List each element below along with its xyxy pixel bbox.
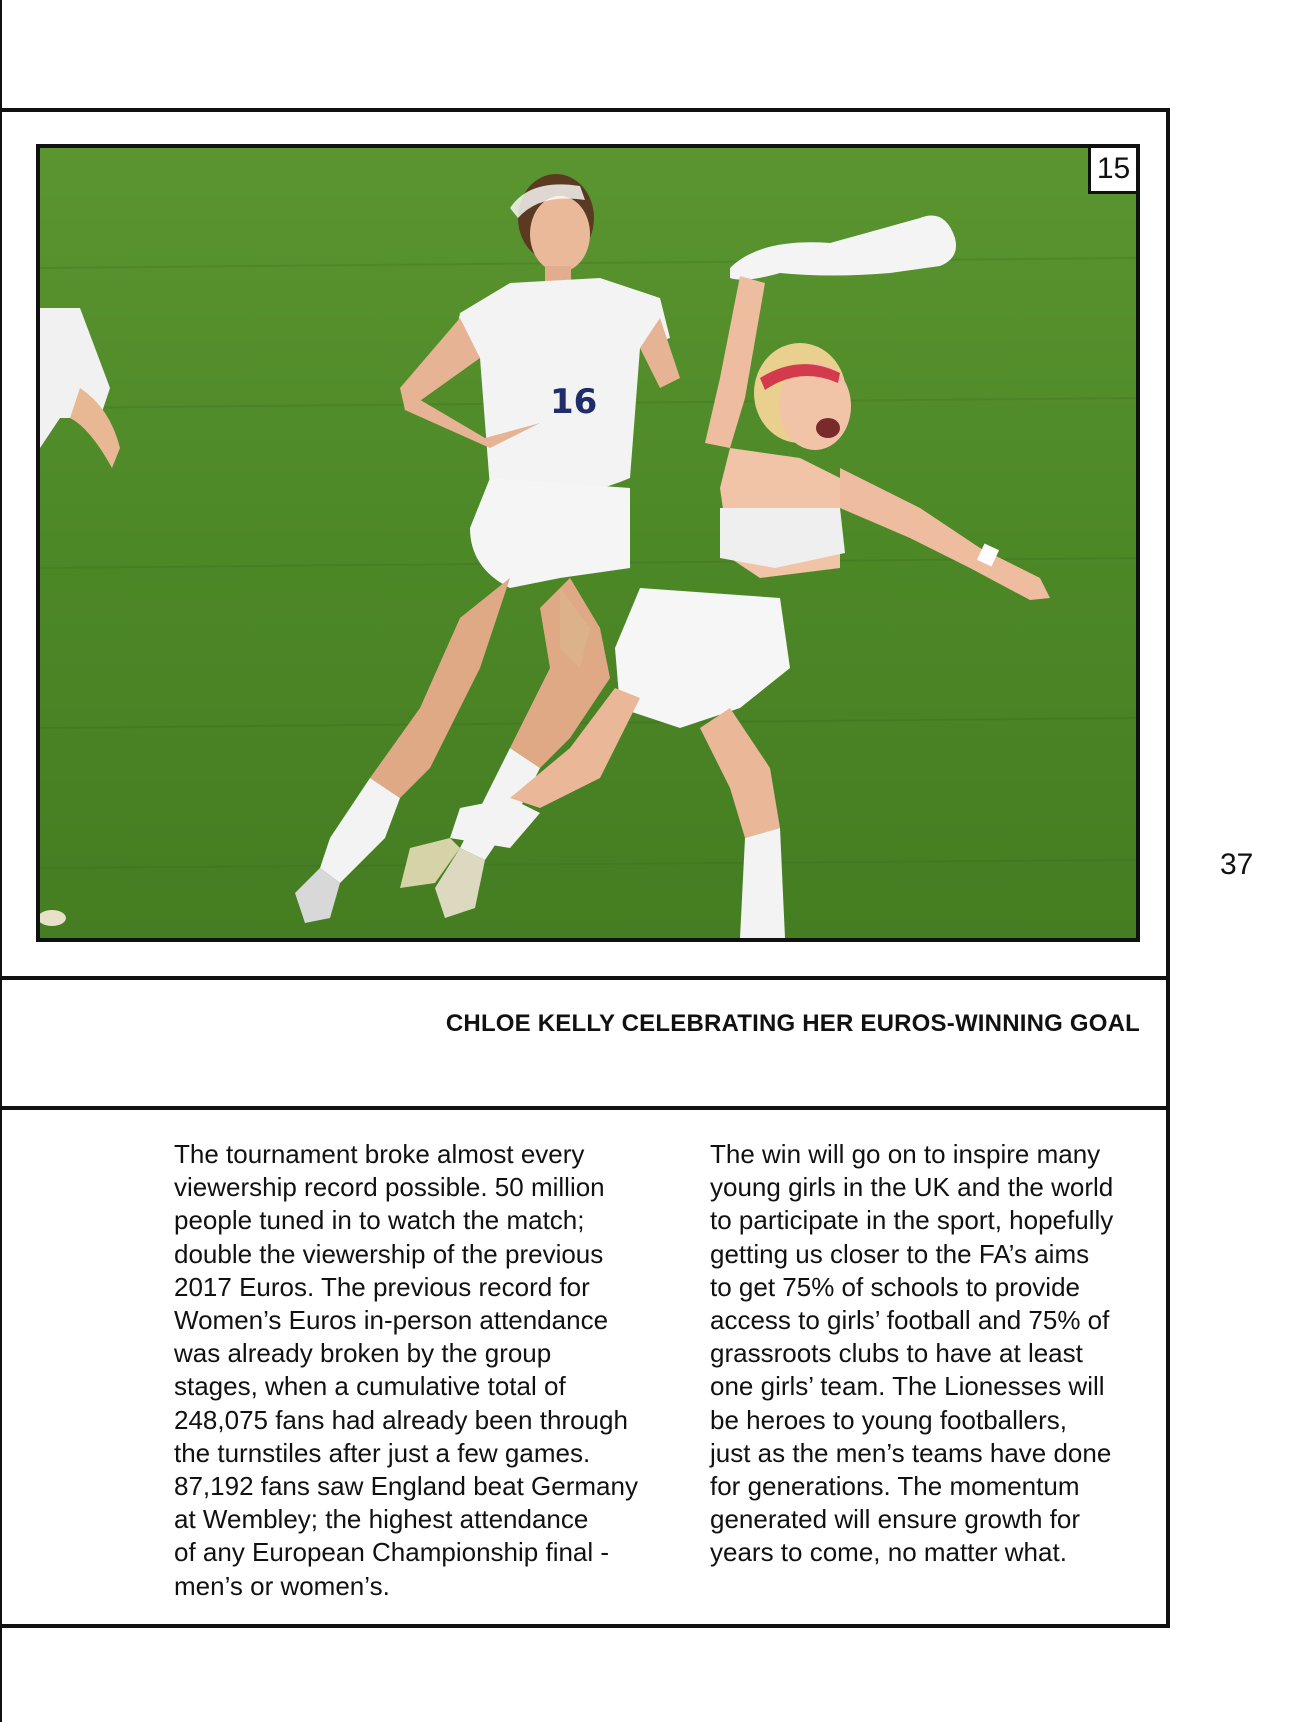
- photo-caption: CHLOE KELLY CELEBRATING HER EUROS-WINNING GOAL: [445, 1010, 1140, 1037]
- body-line: at Wembley; the highest attendance: [174, 1504, 589, 1535]
- caption-divider-top: [0, 976, 1170, 980]
- body-line: Women’s Euros in-person attendance: [174, 1305, 609, 1336]
- body-line: for generations. The momentum: [710, 1471, 1080, 1502]
- caption-divider-bottom: [0, 1106, 1170, 1110]
- body-line: young girls in the UK and the world: [710, 1172, 1114, 1203]
- body-column-left: [174, 1138, 654, 1603]
- body-line: double the viewership of the previous: [174, 1238, 604, 1269]
- body-column-right: [710, 1138, 1190, 1570]
- body-line: grassroots clubs to have at least: [710, 1338, 1083, 1369]
- svg-text:16: 16: [550, 382, 598, 422]
- body-line: years to come, no matter what.: [710, 1537, 1067, 1568]
- photo-football-celebration: [36, 144, 1140, 942]
- body-line: stages, when a cumulative total of: [174, 1371, 566, 1402]
- body-line: 2017 Euros. The previous record for: [174, 1271, 590, 1302]
- body-line: to participate in the sport, hopefully: [710, 1205, 1114, 1236]
- body-line: The win will go on to inspire many: [710, 1139, 1101, 1169]
- body-line: 248,075 fans had already been through: [174, 1404, 628, 1435]
- body-line: men’s or women’s.: [174, 1570, 390, 1601]
- body-line: people tuned in to watch the match;: [174, 1205, 585, 1236]
- body-line: The tournament broke almost every: [174, 1139, 585, 1169]
- body-line: generated will ensure growth for: [710, 1504, 1080, 1535]
- body-line: just as the men’s teams have done: [710, 1437, 1112, 1468]
- body-line: to get 75% of schools to provide: [710, 1271, 1081, 1302]
- body-line: of any European Championship final -: [174, 1537, 610, 1568]
- page-number: 37: [1220, 848, 1254, 881]
- body-line: viewership record possible. 50 million: [174, 1172, 605, 1203]
- photo-number-badge: 15: [1088, 148, 1136, 194]
- body-line: be heroes to young footballers,: [710, 1404, 1068, 1435]
- body-line: 87,192 fans saw England beat Germany: [174, 1471, 638, 1502]
- body-line: getting us closer to the FA’s aims: [710, 1238, 1090, 1269]
- photo-illustration: [40, 148, 1136, 938]
- body-line: access to girls’ football and 75% of: [710, 1305, 1110, 1336]
- body-line: one girls’ team. The Lionesses will: [710, 1371, 1105, 1402]
- body-line: was already broken by the group: [174, 1338, 552, 1369]
- body-line: the turnstiles after just a few games.: [174, 1437, 591, 1468]
